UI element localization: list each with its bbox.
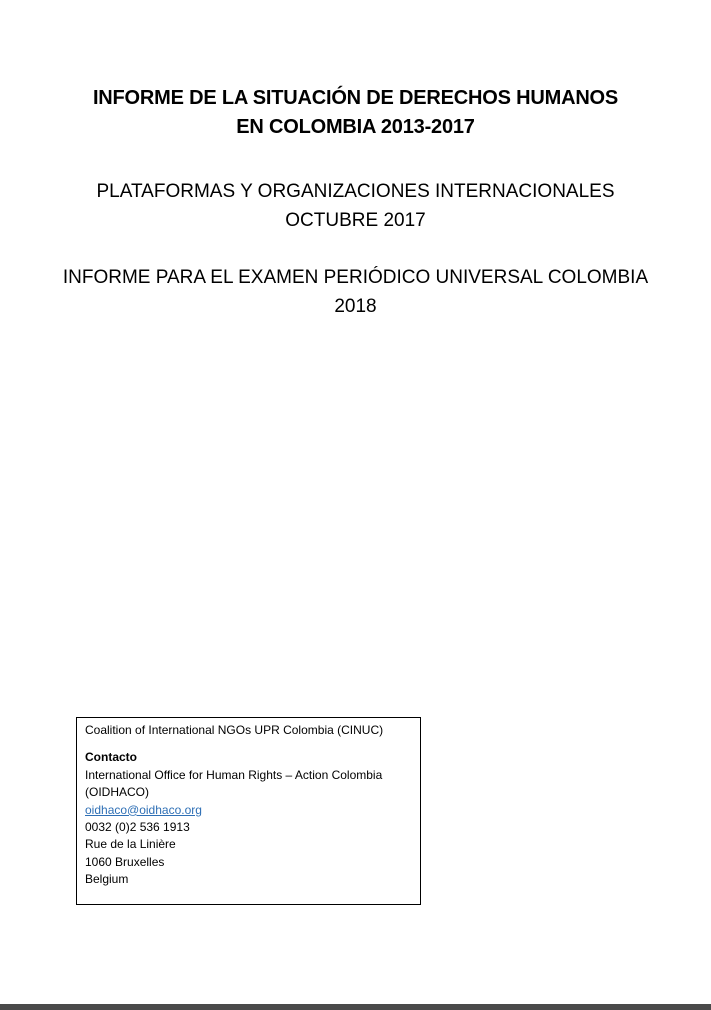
country-address: Belgium bbox=[85, 872, 129, 887]
organization-name-line-1: International Office for Human Rights – Action Colombia bbox=[85, 767, 383, 782]
contact-box bbox=[76, 717, 421, 905]
document-title-line-2: EN COLOMBIA 2013-2017 bbox=[236, 116, 475, 138]
email-line bbox=[85, 802, 412, 819]
report-heading bbox=[0, 263, 711, 321]
document-title bbox=[0, 84, 711, 142]
document-title-line-1: INFORME DE LA SITUACIÓN DE DERECHOS HUMANOS bbox=[92, 87, 619, 109]
organization-name-line-2: (OIDHACO) bbox=[85, 785, 149, 800]
phone-number: 0032 (0)2 536 1913 bbox=[85, 820, 190, 835]
city-address: 1060 Bruxelles bbox=[85, 854, 165, 869]
coalition-name: Coalition of International NGOs UPR Colombia (CINUC) bbox=[85, 723, 384, 737]
document-subtitle-line-2: OCTUBRE 2017 bbox=[285, 210, 426, 231]
report-heading-line-2: 2018 bbox=[334, 296, 377, 317]
contact-heading: Contacto bbox=[85, 750, 137, 765]
email-link[interactable]: oidhaco@oidhaco.org bbox=[85, 802, 202, 817]
report-heading-line-1: INFORME PARA EL EXAMEN PERIÓDICO UNIVERSAL COLOMBIA bbox=[62, 267, 649, 288]
street-address: Rue de la Linière bbox=[85, 837, 176, 852]
bottom-border-rule bbox=[0, 1004, 711, 1010]
document-subtitle bbox=[0, 177, 711, 235]
contact-spacer bbox=[85, 739, 412, 749]
document-subtitle-line-1: PLATAFORMAS Y ORGANIZACIONES INTERNACIONALES bbox=[96, 181, 615, 202]
